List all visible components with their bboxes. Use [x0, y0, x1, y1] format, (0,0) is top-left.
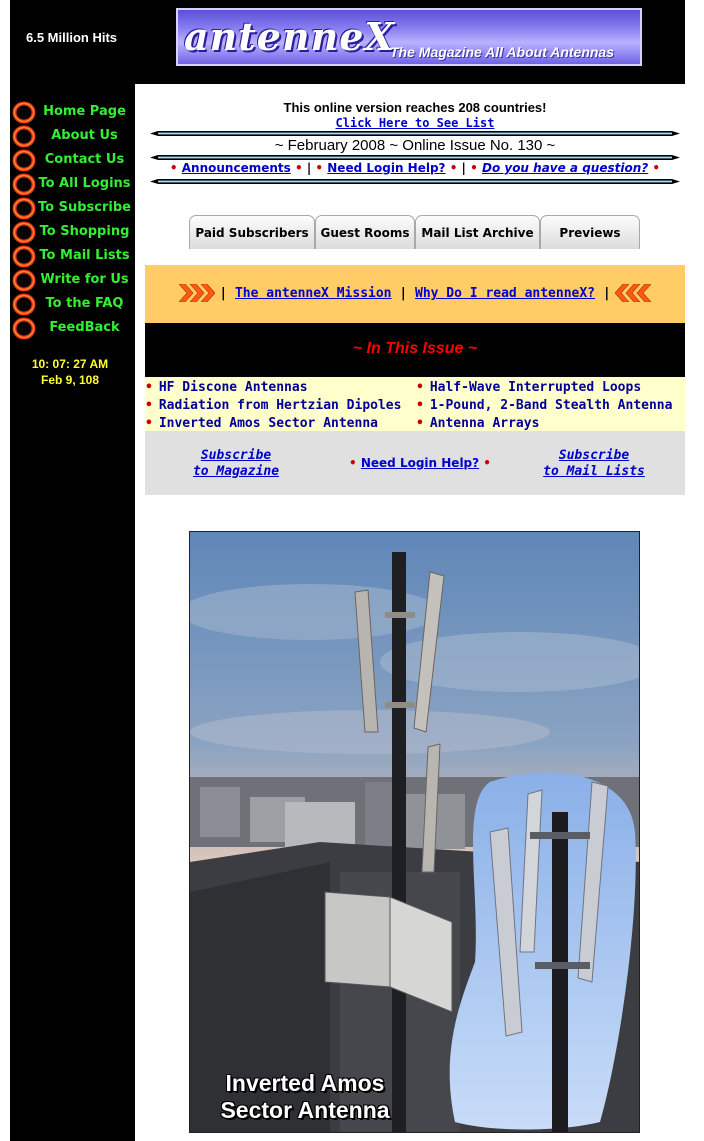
mission-links: | The antenneX Mission | Why Do I read antenneX? |	[219, 286, 611, 301]
bullet-dot-icon: •	[652, 161, 661, 175]
issue-title: ~ February 2008 ~ Online Issue No. 130 ~	[274, 137, 556, 154]
bullet-dot-icon: •	[416, 398, 424, 413]
site-logo: antenneX	[184, 14, 395, 59]
subscribe-magazine-link[interactable]	[183, 448, 289, 480]
question-link[interactable]: Do you have a question?	[481, 161, 649, 175]
cover-photo	[190, 532, 640, 1133]
bullet-dot-icon: •	[449, 161, 458, 175]
article-list	[145, 377, 685, 431]
sidebar-item-faq[interactable]	[10, 292, 135, 316]
subscribe-bar	[145, 431, 685, 495]
subscribe-magazine-line2: to Magazine	[192, 464, 280, 479]
sidebar-item-feedback[interactable]	[10, 316, 135, 340]
article-title: HF Discone Antennas	[158, 380, 308, 395]
sidebar-item-label: To All Logins	[38, 176, 131, 191]
subscribe-login-help-link[interactable]: Need Login Help?	[360, 456, 480, 470]
bullet-dot-icon: •	[145, 380, 153, 395]
sidebar-item-label: To the FAQ	[45, 296, 124, 311]
divider	[150, 131, 680, 136]
quick-links: • Announcements • | • Need Login Help? • | • Do you have a question? •	[169, 161, 661, 175]
sidebar-item-contact-us[interactable]	[10, 148, 135, 172]
subscribe-lists-line1: Subscribe	[558, 448, 630, 463]
bullet-dot-icon: •	[145, 416, 153, 431]
bullet-dot-icon: •	[315, 161, 324, 175]
ring-bullet-icon	[12, 293, 36, 316]
sidebar-item-label: Contact Us	[44, 152, 125, 167]
sidebar-item-label: To Subscribe	[38, 200, 131, 215]
sidebar-item-label: To Mail Lists	[39, 248, 130, 263]
sidebar-item-label: Write for Us	[40, 272, 129, 287]
sidebar-item-home-page[interactable]	[10, 100, 135, 124]
in-this-issue-header	[145, 323, 685, 377]
sidebar-item-label: FeedBack	[49, 320, 120, 335]
tab-paid-subscribers[interactable]: Paid Subscribers	[189, 215, 315, 249]
why-read-link[interactable]: Why Do I read antenneX?	[415, 286, 596, 301]
bullet-dot-icon: •	[169, 161, 178, 175]
bullet-dot-icon: •	[416, 416, 424, 431]
divider	[150, 179, 680, 184]
ring-bullet-icon	[12, 317, 36, 340]
ring-bullet-icon	[12, 149, 36, 172]
hit-counter: 6.5 Million Hits	[26, 30, 118, 45]
sidebar	[10, 84, 135, 1141]
sidebar-item-label: Home Page	[43, 104, 126, 119]
clock	[10, 356, 130, 388]
bullet-dot-icon: •	[294, 161, 303, 175]
mission-band	[145, 265, 685, 323]
chevrons-left-icon	[615, 284, 651, 302]
in-this-issue-title: ~ In This Issue ~	[352, 340, 478, 357]
list-item[interactable]	[145, 416, 378, 431]
sidebar-item-shopping[interactable]	[10, 220, 135, 244]
ring-bullet-icon	[12, 221, 36, 244]
clock-date: Feb 9, 108	[40, 373, 100, 387]
bullet-dot-icon: •	[349, 456, 357, 470]
sidebar-item-all-logins[interactable]	[10, 172, 135, 196]
reach-notice: This online version reaches 208 countries!	[283, 100, 547, 115]
divider	[150, 155, 680, 160]
clock-time: 10: 07: 27 AM	[31, 357, 109, 371]
bullet-dot-icon: •	[416, 380, 424, 395]
subscribe-lists-line2: to Mail Lists	[543, 464, 645, 479]
announcements-link[interactable]: Announcements	[181, 161, 291, 175]
cover-caption	[190, 1070, 420, 1124]
article-title: 1-Pound, 2-Band Stealth Antenna	[429, 398, 673, 413]
cover-caption-line1: Inverted Amos	[225, 1070, 385, 1096]
tab-previews[interactable]: Previews	[540, 215, 640, 249]
bullet-dot-icon: •	[470, 161, 478, 175]
list-item[interactable]	[416, 416, 539, 431]
ring-bullet-icon	[12, 101, 36, 124]
site-tagline: The Magazine All About Antennas	[390, 44, 615, 60]
bullet-dot-icon: •	[145, 398, 153, 413]
mission-link[interactable]: The antenneX Mission	[234, 286, 392, 301]
list-item[interactable]	[145, 398, 401, 413]
subscribe-magazine-line1: Subscribe	[200, 448, 272, 463]
cover-image[interactable]	[189, 531, 640, 1133]
sidebar-item-label: To Shopping	[39, 224, 130, 239]
article-title: Radiation from Hertzian Dipoles	[158, 398, 402, 413]
ring-bullet-icon	[12, 269, 36, 292]
sidebar-item-label: About Us	[51, 128, 118, 143]
ring-bullet-icon	[12, 173, 36, 196]
see-list-row	[145, 116, 685, 130]
login-help-link[interactable]: Need Login Help?	[327, 161, 446, 175]
list-item[interactable]	[416, 398, 672, 413]
article-title: Inverted Amos Sector Antenna	[158, 416, 378, 431]
site-banner[interactable]	[176, 8, 642, 66]
ring-bullet-icon	[12, 125, 36, 148]
article-title: Half-Wave Interrupted Loops	[429, 380, 642, 395]
ring-bullet-icon	[12, 197, 36, 220]
sidebar-item-write-for-us[interactable]	[10, 268, 135, 292]
article-title: Antenna Arrays	[429, 416, 540, 431]
login-help-row	[349, 456, 491, 470]
bullet-dot-icon: •	[483, 456, 491, 470]
sidebar-item-about-us[interactable]	[10, 124, 135, 148]
see-list-link[interactable]: Click Here to See List	[335, 116, 495, 130]
tab-guest-rooms[interactable]: Guest Rooms	[315, 215, 415, 249]
cover-caption-line2: Sector Antenna	[220, 1097, 390, 1123]
list-item[interactable]	[145, 380, 308, 395]
subscribe-mail-lists-link[interactable]	[541, 448, 647, 480]
tab-mail-list-archive[interactable]: Mail List Archive	[415, 215, 540, 249]
ring-bullet-icon	[12, 245, 36, 268]
list-item[interactable]	[416, 380, 641, 395]
sidebar-item-mail-lists[interactable]	[10, 244, 135, 268]
sidebar-item-subscribe[interactable]	[10, 196, 135, 220]
